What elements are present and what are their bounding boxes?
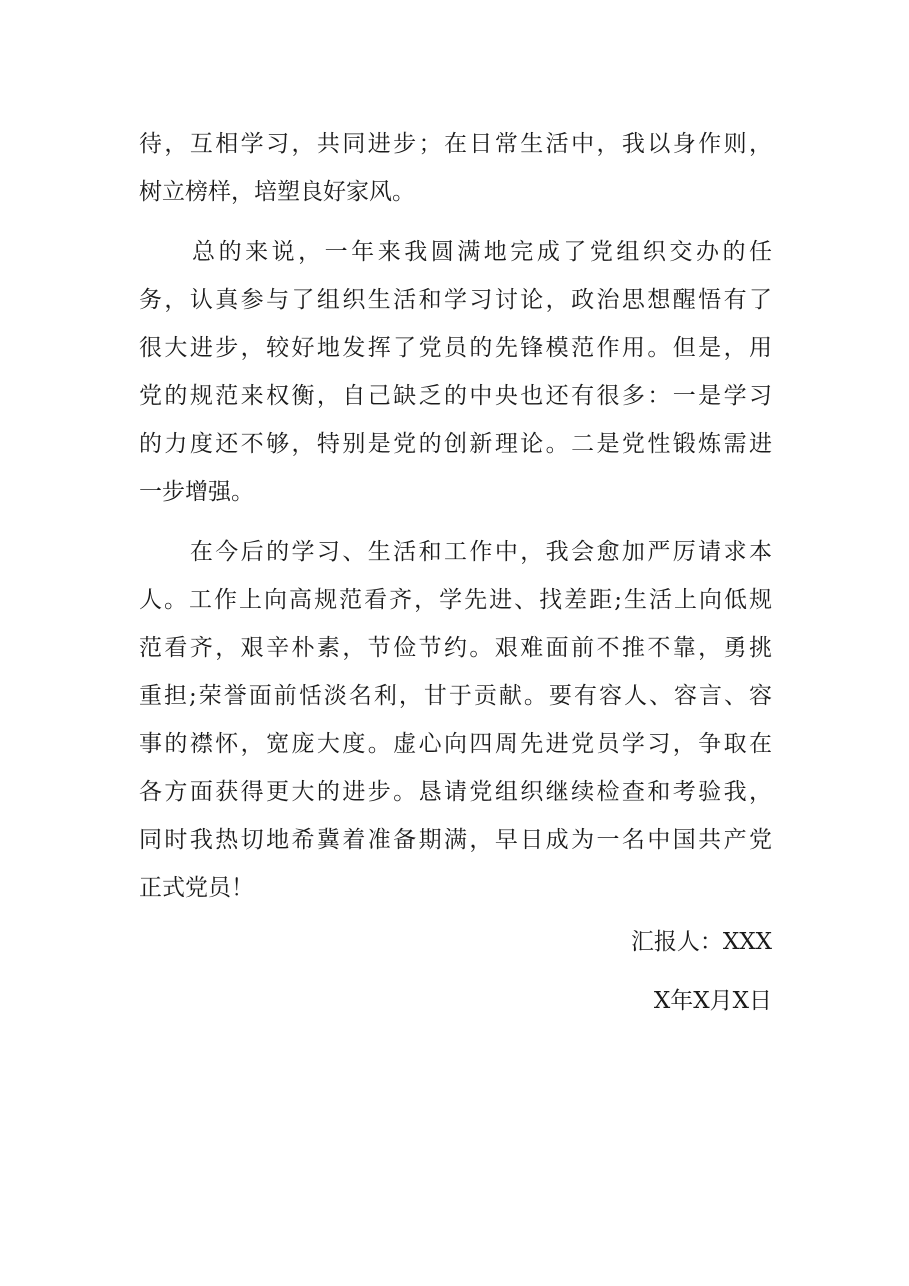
paragraph-line: 的力度还不够，特别是党的创新理论。二是党性锻炼需进 [139,431,772,457]
paragraph-line: 重担;荣誉面前恬淡名利，甘于贡献。要有容人、容言、容 [139,683,772,709]
paragraph-line: 各方面获得更大的进步。恳请党组织继续检查和考验我， [139,779,772,805]
paragraph-line: 范看齐，艰辛朴素，节俭节约。艰难面前不推不靠，勇挑 [139,635,772,661]
paragraph-line: 事的襟怀，宽庞大度。虚心向四周先进党员学习，争取在 [139,731,772,757]
paragraph-line: 正式党员！ [139,875,254,901]
paragraph-line: 一步增强。 [139,479,254,505]
paragraph-line: 务，认真参与了组织生活和学习讨论，政治思想醒悟有了 [139,287,772,313]
paragraph-line: 党的规范来权衡，自己缺乏的中央也还有很多：一是学习 [139,383,772,409]
paragraph-line: 待，互相学习，共同进步；在日常生活中，我以身作则， [139,131,772,157]
paragraph-line: 树立榜样，培塑良好家风。 [139,179,415,205]
paragraph-future-plans [139,528,772,912]
paragraph-line: 很大进步，较好地发挥了党员的先锋模范作用。但是，用 [139,335,772,361]
paragraph-line: 总的来说，一年来我圆满地完成了党组织交办的任 [139,239,772,265]
paragraph-summary [139,228,772,516]
paragraph-line: 在今后的学习、生活和工作中，我会愈加严厉请求本 [139,539,772,565]
signature-reporter: 汇报人：XXX [630,929,772,955]
signature-date: X年X月X日 [653,988,772,1014]
paragraph-line: 人。工作上向高规范看齐，学先进、找差距;生活上向低规 [139,587,772,613]
paragraph-line: 同时我热切地希冀着准备期满，早日成为一名中国共产党 [139,827,772,853]
paragraph-continued [139,120,772,216]
